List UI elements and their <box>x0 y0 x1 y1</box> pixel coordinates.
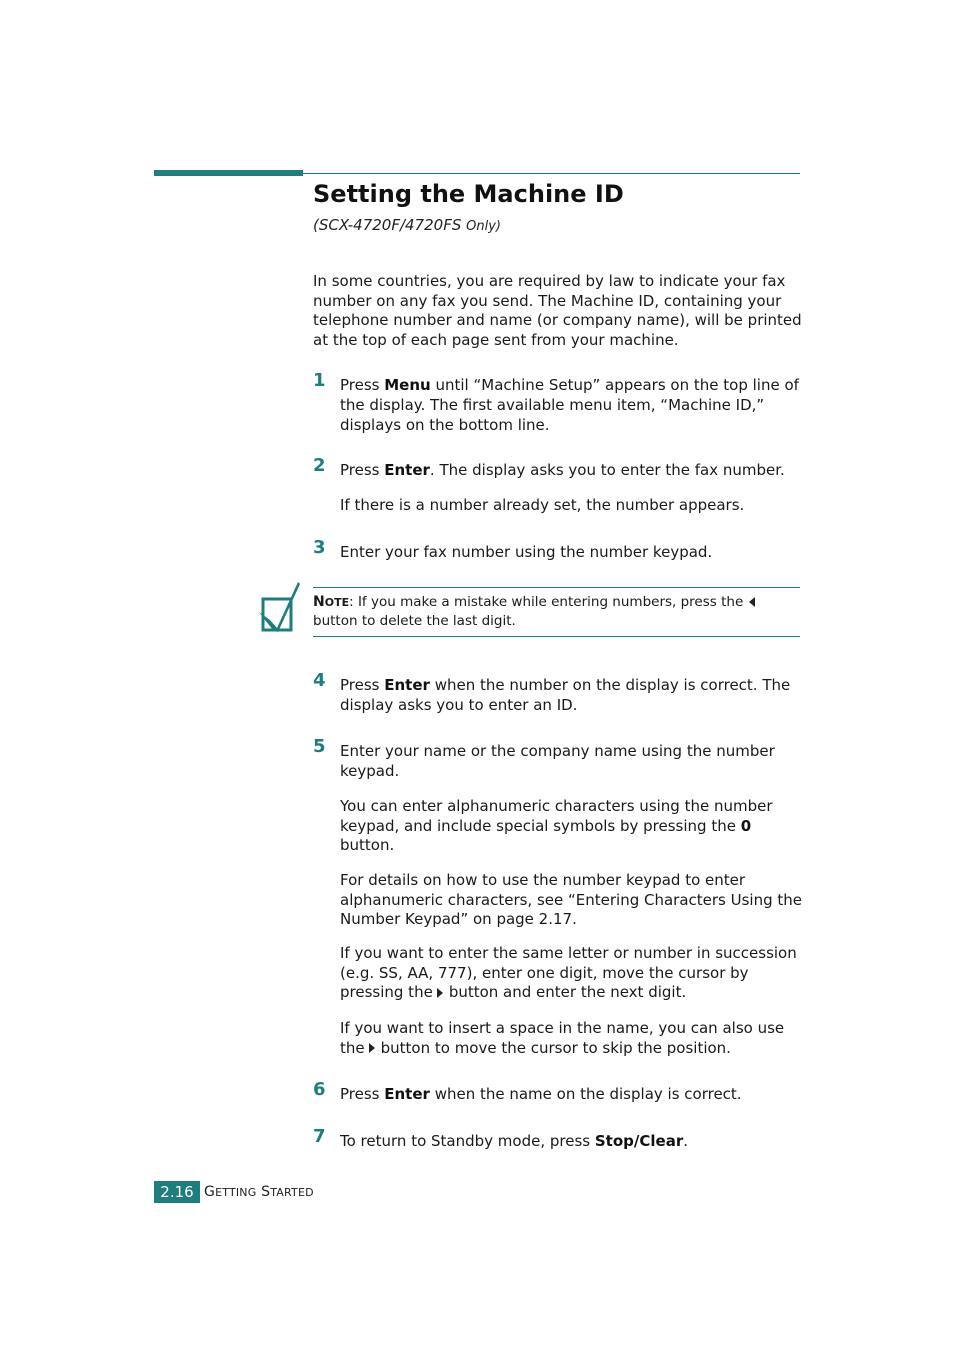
para-text-post: button to move the cursor to skip the position. <box>380 1038 731 1057</box>
step-5-paragraph-3 <box>340 944 802 1003</box>
note-text-pre: If you make a mistake while entering numbers, press the <box>357 594 744 610</box>
chapter-tarted: TARTED <box>270 1186 314 1199</box>
step-key-label: Enter <box>384 676 430 694</box>
para-text-pre: You can enter alphanumeric characters using the number keypad, and include special symbols by pressing the <box>340 797 773 835</box>
step-2 <box>313 455 803 480</box>
step-number: 3 <box>313 537 326 558</box>
step-number: 2 <box>313 455 326 476</box>
step-text-pre: Press <box>340 376 385 394</box>
subtitle-models: (SCX-4720F/4720FS <box>313 216 462 234</box>
para-text-pre: If you want to enter the same letter or number in succession (e.g. SS, AA, 777), enter one digit, move the cursor by pressing the <box>340 944 797 1001</box>
step-text-post: when the number on the display is correct. The display asks you to enter an ID. <box>340 676 791 714</box>
step-number: 1 <box>313 370 326 391</box>
note-text <box>313 593 800 630</box>
para-text-post: button. <box>340 836 395 854</box>
step-3 <box>313 537 803 562</box>
left-arrow-icon <box>749 597 755 607</box>
note-label-n: N <box>313 594 325 610</box>
subtitle-only: Only) <box>466 219 501 234</box>
note-colon: : <box>349 594 354 610</box>
step-number: 6 <box>313 1079 326 1100</box>
para-text-post: button and enter the next digit. <box>448 983 687 1001</box>
step-number: 4 <box>313 670 326 691</box>
step-key-label: Enter <box>384 1085 430 1103</box>
step-key-label: Enter <box>384 461 430 479</box>
step-1 <box>313 370 803 435</box>
header-rule-thin <box>303 173 800 174</box>
step-key-label: Menu <box>384 376 431 394</box>
step-number: 7 <box>313 1126 326 1147</box>
step-text-pre: Press <box>340 676 385 694</box>
step-text-post: until “Machine Setup” appears on the top line of the display. The first available menu item, “Machine ID,” displays on the bottom line. <box>340 376 799 434</box>
step-text-post: . <box>683 1132 688 1150</box>
chapter-title <box>204 1184 314 1200</box>
note-label-rest: OTE <box>324 596 350 609</box>
note-label <box>313 594 349 610</box>
right-arrow-icon <box>369 1043 375 1053</box>
header-rule-thick <box>154 170 303 176</box>
step-text-post: when the name on the display is correct. <box>429 1085 742 1103</box>
step-number: 5 <box>313 736 326 757</box>
step-text: Enter your fax number using the number keypad. <box>340 543 713 561</box>
chapter-g: G <box>204 1184 216 1200</box>
section-subtitle <box>313 216 501 234</box>
step-4 <box>313 670 803 715</box>
step-7 <box>313 1126 803 1151</box>
zero-key-label: 0 <box>740 816 752 835</box>
step-text <box>340 1131 803 1151</box>
note-box <box>313 587 800 637</box>
step-key-label: Stop/Clear <box>594 1132 684 1150</box>
chapter-etting: ETTING <box>215 1186 257 1199</box>
checkmark-note-icon <box>256 580 302 634</box>
step-5-paragraph-1 <box>340 797 802 856</box>
section-title: Setting the Machine ID <box>313 180 624 208</box>
right-arrow-icon <box>437 988 443 998</box>
step-text <box>340 375 803 435</box>
step-text <box>340 675 803 715</box>
step-text-pre: To return to Standby mode, press <box>340 1132 595 1150</box>
note-text-post: button to delete the last digit. <box>313 613 516 629</box>
step-text-post: . The display asks you to enter the fax number. <box>429 461 785 479</box>
chapter-s: S <box>261 1184 271 1200</box>
step-5-paragraph-4 <box>340 1019 802 1058</box>
step-text-pre: Press <box>340 1085 385 1103</box>
step-5-paragraph-2: For details on how to use the number keypad to enter alphanumeric characters, see “Entering Characters Using the Number Keypad” on page 2.17. <box>340 871 803 928</box>
step-text <box>340 1084 803 1104</box>
page-number: 2.16 <box>154 1181 200 1203</box>
step-2-extra: If there is a number already set, the number appears. <box>340 496 745 514</box>
step-6 <box>313 1079 803 1104</box>
step-text <box>340 460 803 480</box>
step-text: Enter your name or the company name using the number keypad. <box>340 742 775 780</box>
para-text-pre: If you want to insert a space in the name, you can also use the <box>340 1019 785 1057</box>
intro-paragraph: In some countries, you are required by law to indicate your fax number on any fax you send. The Machine ID, containing your telephone number and name (or company name), will be printed at the top of each page sent from your machine. <box>313 272 802 349</box>
step-text-pre: Press <box>340 461 385 479</box>
step-5 <box>313 736 803 781</box>
